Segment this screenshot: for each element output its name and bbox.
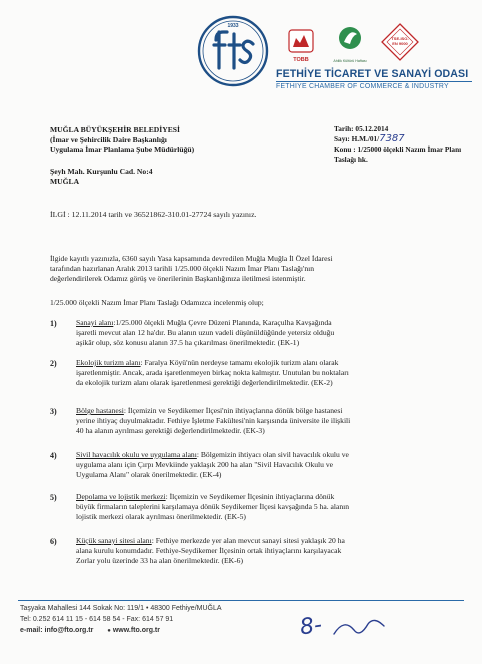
fts-logo bbox=[196, 14, 270, 88]
intro-line-3: değerlendirilerek Odamız görüş ve önerilerinin Başkanlığınıza iletilmesi istenmiştir. bbox=[50, 274, 306, 283]
item-text-line bbox=[76, 318, 450, 328]
recipient-address: Şeyh Mah. Kurşunlu Cad. No:4 bbox=[50, 167, 153, 176]
item-text: : İlçemizin ve Seydikemer İlçesi'nin ihtiyaçlarına dönük bölge hastanesi bbox=[123, 406, 343, 415]
item-text-line: Uygulama Alanı" olarak önerilmektedir. (EK-4) bbox=[76, 470, 222, 479]
item-text-line: aşikâr olup, söz konusu alanın 37.5 ha çıkarılması önerilmektedir. (EK-1) bbox=[76, 338, 300, 347]
footer-divider bbox=[18, 600, 464, 601]
letter-subject-cont: Taslağı hk. bbox=[334, 155, 368, 164]
ahilik-caption: Ahilik Kültürü Haftası bbox=[333, 59, 367, 63]
item-text-line: yerine ihtiyaç duyulmaktadır. Fethiye İşletme Fakültesi'nin karşısında üniversite ile ilişkili bbox=[76, 416, 351, 425]
leaf-emblem-icon bbox=[330, 24, 370, 54]
item-text-line: lojistik merkezi olarak ayrılması önerilmektedir. (EK-5) bbox=[76, 512, 246, 521]
list-item bbox=[50, 406, 450, 436]
list-item bbox=[50, 450, 450, 480]
recipient-name: MUĞLA BÜYÜKŞEHİR BELEDİYESİ bbox=[50, 125, 180, 134]
item-text-line: alana kurulu konumdadır. Fethiye-Seydikemer İlçesinin ortak ihtiyaçlarını karşılayacak bbox=[76, 546, 342, 555]
item-text: : Fethiye merkezde yer alan mevcut sanayi sitesi yaklaşık 20 ha bbox=[151, 536, 345, 545]
list-item bbox=[50, 318, 450, 348]
letter-date: Tarih: 05.12.2014 bbox=[334, 124, 389, 133]
ahilik-badge bbox=[330, 24, 370, 68]
item-text-line bbox=[76, 492, 450, 502]
item-text-line: 40 ha alanın ayrılması gerektiği değerlendirilmektedir. (EK-3) bbox=[76, 426, 265, 435]
item-text-line: büyük firmaların taleplerini karşılamaya dönük Seydikemer İlçesi kavşağında 5 ha. alanın bbox=[76, 502, 350, 511]
item-text: : Bölgemizin ihtiyacı olan sivil havacılık okulu ve bbox=[196, 450, 349, 459]
item-text: : İlçemizin ve Seydikemer İlçesinin ihtiyaçlarına dönük bbox=[165, 492, 335, 501]
item-title: Ekolojik turizm alanı bbox=[76, 358, 141, 367]
footer-address: Taşyaka Mahallesi 144 Sokak No: 119/1 • 48300 Fethiye/MUĞLA bbox=[20, 605, 222, 612]
item-number: 5) bbox=[50, 493, 57, 502]
org-name-divider bbox=[276, 81, 472, 82]
footer-website[interactable]: www.fto.org.tr bbox=[112, 627, 160, 634]
item-text-line bbox=[76, 406, 450, 416]
handwritten-signature bbox=[330, 612, 390, 644]
item-text-line: da ekolojik turizm alanı olarak işaretlenmesi gerektiği değerlendirilmektedir. (EK-2) bbox=[76, 378, 333, 387]
footer-email[interactable]: e-mail: info@fto.org.tr bbox=[20, 627, 94, 634]
item-number: 4) bbox=[50, 451, 57, 460]
org-name: FETHİYE TİCARET VE SANAYİ ODASI bbox=[276, 68, 469, 80]
item-text-line: Zorlar yolu üzerinde 33 ha alan önerilmektedir. (EK-6) bbox=[76, 556, 243, 565]
handwritten-page-mark: 8- bbox=[298, 612, 324, 641]
item-title: Bölge hastanesi bbox=[76, 406, 124, 415]
item-title: Sanayi alanı bbox=[76, 318, 114, 327]
list-item bbox=[50, 536, 450, 566]
footer-phone: Tel: 0.252 614 11 15 - 614 58 54 - Fax: 614 57 91 bbox=[20, 616, 174, 623]
item-title: Sivil havacılık okulu ve uygulama alanı bbox=[76, 450, 197, 459]
list-item bbox=[50, 358, 450, 388]
iso-label: TSE-ISO-EN 9000 bbox=[391, 36, 409, 46]
footer-contact bbox=[20, 626, 160, 637]
recipient-unit: Uygulama İmar Planlama Şube Müdürlüğü) bbox=[50, 145, 195, 154]
letter-number bbox=[334, 134, 405, 144]
item-title: Küçük sanayi sitesi alanı bbox=[76, 536, 152, 545]
item-text-line bbox=[76, 358, 450, 368]
tobb-badge bbox=[286, 26, 316, 66]
item-text: : Faralya Köyü'nün nerdeyse tamamı ekolojik turizm alanı olarak bbox=[140, 358, 339, 367]
org-name-en: FETHIYE CHAMBER OF COMMERCE & INDUSTRY bbox=[276, 83, 449, 90]
letterhead bbox=[0, 0, 482, 105]
iso-badge bbox=[380, 22, 420, 62]
item-number: 2) bbox=[50, 359, 57, 368]
letter-number-prefix: Sayı: H.M./01/ bbox=[334, 134, 380, 143]
recipient-dept: (İmar ve Şehircilik Daire Başkanlığı bbox=[50, 135, 167, 144]
item-text-line bbox=[76, 450, 450, 460]
tobb-label: TOBB bbox=[293, 57, 309, 63]
item-number: 1) bbox=[50, 319, 57, 328]
item-text-line bbox=[76, 536, 450, 546]
recipient-city: MUĞLA bbox=[50, 177, 80, 186]
lead-line: 1/25.000 ölçekli Nazım İmar Planı Taslağı Odamızca incelenmiş olup; bbox=[50, 298, 264, 307]
list-item bbox=[50, 492, 450, 522]
item-number: 6) bbox=[50, 537, 57, 546]
item-title: Depolama ve lojistik merkezi bbox=[76, 492, 166, 501]
tobb-emblem-icon bbox=[286, 26, 316, 56]
letter-number-handwritten: 7387 bbox=[379, 133, 405, 144]
item-text-line: uygulama alanı için Çırpı Mevkiinde yaklaşık 200 ha alan "Sivil Havacılık Okulu ve bbox=[76, 460, 334, 469]
web-icon: ● bbox=[107, 628, 111, 634]
item-text: :1/25.000 ölçekli Muğla Çevre Düzeni Planında, Karaçulha Kavşağında bbox=[113, 318, 332, 327]
item-number: 3) bbox=[50, 407, 57, 416]
reference-line: İLGİ : 12.11.2014 tarih ve 36521862-310.01-27724 sayılı yazınız. bbox=[50, 210, 257, 219]
intro-line-1: İlgide kayıtlı yazınızla, 6360 sayılı Yasa kapsamında devredilen Muğla Muğla İl Özel İdaresi bbox=[50, 254, 333, 263]
intro-line-2: tarafından hazırlanan Aralık 2013 tarihli 1/25.000 ölçekli Nazım İmar Planı Taslağı'nın bbox=[50, 264, 315, 273]
item-text-line: işaretlenmiştir. Ancak, arada işaretlenmeyen birkaç nokta kalmıştır. Unutulan bu noktaları bbox=[76, 368, 349, 377]
letter-subject: Konu : 1/25000 ölçekli Nazım İmar Planı bbox=[334, 145, 462, 154]
item-text-line: işaretli mevcut alan 12 ha'dır. Bu alanın uzun vadeli düşünüldüğünde yetersiz olduğu bbox=[76, 328, 335, 337]
svg-text:1933: 1933 bbox=[227, 23, 239, 29]
